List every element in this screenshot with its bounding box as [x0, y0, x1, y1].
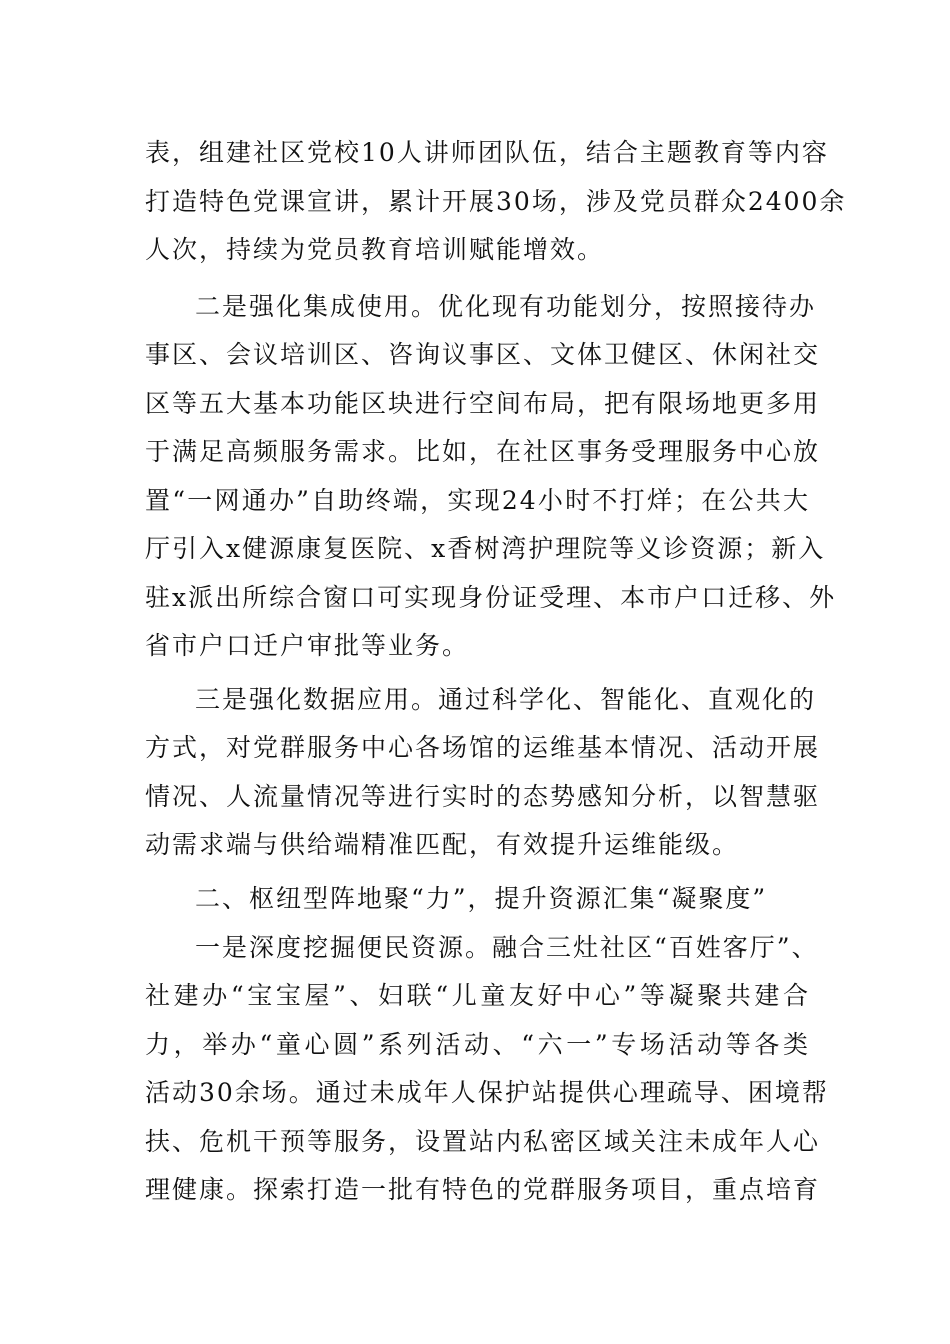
- text-line: 社建办“宝宝屋”、妇联“儿童友好中心”等凝聚共建合: [145, 981, 810, 1010]
- text-line: 打造特色党课宣讲，累计开展30场，涉及党员群众2400余: [145, 187, 847, 216]
- text-line: 省市户口迁户审批等业务。: [145, 631, 470, 660]
- text-line: 于满足高频服务需求。比如，在社区事务受理服务中心放: [145, 437, 821, 466]
- text-line: 理健康。探索打造一批有特色的党群服务项目，重点培育: [145, 1175, 821, 1204]
- text-line: 力，举办“童心圆”系列活动、“六一”专场活动等各类: [145, 1030, 810, 1059]
- text-line: 事区、会议培训区、咨询议事区、文体卫健区、休闲社交: [145, 340, 821, 369]
- text-line: 方式，对党群服务中心各场馆的运维基本情况、活动开展: [145, 733, 821, 762]
- text-line: 区等五大基本功能区块进行空间布局，把有限场地更多用: [145, 389, 821, 418]
- paragraph-start-line: 二是强化集成使用。优化现有功能划分，按照接待办: [195, 292, 817, 321]
- text-line: 活动30余场。通过未成年人保护站提供心理疏导、困境帮: [145, 1078, 829, 1107]
- section-heading: 二、枢纽型阵地聚“力”，提升资源汇集“凝聚度”: [195, 884, 768, 913]
- text-line: 置“一网通办”自助终端，实现24小时不打烊；在公共大: [145, 486, 810, 515]
- text-line: 表，组建社区党校10人讲师团队伍，结合主题教育等内容: [145, 138, 829, 167]
- text-line: 扶、危机干预等服务，设置站内私密区域关注未成年人心: [145, 1127, 821, 1156]
- text-line: 人次，持续为党员教育培训赋能增效。: [145, 235, 605, 264]
- text-line: 厅引入x健源康复医院、x香树湾护理院等义诊资源；新入: [145, 534, 826, 563]
- text-line: 情况、人流量情况等进行实时的态势感知分析，以智慧驱: [145, 782, 821, 811]
- paragraph-start-line: 三是强化数据应用。通过科学化、智能化、直观化的: [195, 685, 817, 714]
- text-line: 驻x派出所综合窗口可实现身份证受理、本市户口迁移、外: [145, 583, 837, 612]
- text-line: 动需求端与供给端精准匹配，有效提升运维能级。: [145, 830, 740, 859]
- paragraph-start-line: 一是深度挖掘便民资源。融合三灶社区“百姓客厅”、: [195, 933, 819, 962]
